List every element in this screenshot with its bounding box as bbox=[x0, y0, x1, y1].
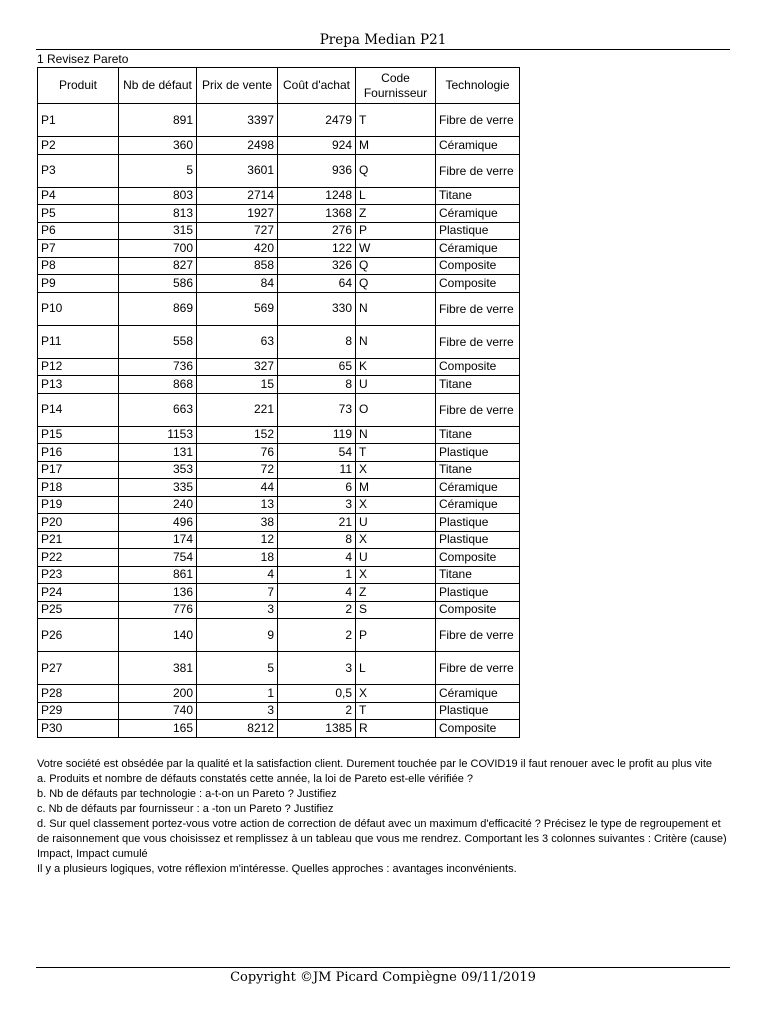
table-cell: 569 bbox=[197, 292, 278, 325]
table-cell: 73 bbox=[278, 393, 356, 426]
table-row bbox=[38, 205, 520, 223]
table-cell: 1153 bbox=[119, 426, 197, 444]
table-row bbox=[38, 549, 520, 567]
table-cell: P23 bbox=[38, 566, 119, 584]
table-cell: Fibre de verre bbox=[436, 652, 520, 685]
table-cell: 663 bbox=[119, 393, 197, 426]
questions-block bbox=[37, 757, 729, 877]
table-cell: P26 bbox=[38, 619, 119, 652]
table-cell: Titane bbox=[436, 376, 520, 394]
table-cell: P10 bbox=[38, 292, 119, 325]
table-cell: P21 bbox=[38, 531, 119, 549]
column-header: Code Fournisseur bbox=[356, 68, 436, 104]
question-d-note: Il y a plusieurs logiques, votre réflexion m'intéresse. Quelles approches : avantages inconvénients. bbox=[37, 863, 517, 875]
table-cell: Composite bbox=[436, 720, 520, 738]
table-cell: 11 bbox=[278, 461, 356, 479]
table-row bbox=[38, 154, 520, 187]
table-cell: 5 bbox=[119, 154, 197, 187]
column-header: Coût d'achat bbox=[278, 68, 356, 104]
table-cell: 700 bbox=[119, 240, 197, 258]
table-cell: 8212 bbox=[197, 720, 278, 738]
table-cell: X bbox=[356, 461, 436, 479]
table-cell: P18 bbox=[38, 479, 119, 497]
table-cell: N bbox=[356, 426, 436, 444]
table-cell: P6 bbox=[38, 222, 119, 240]
table-cell: Céramique bbox=[436, 240, 520, 258]
table-row bbox=[38, 358, 520, 376]
table-cell: 3 bbox=[278, 652, 356, 685]
table-cell: Fibre de verre bbox=[436, 325, 520, 358]
table-cell: 3601 bbox=[197, 154, 278, 187]
table-cell: M bbox=[356, 137, 436, 155]
table-cell: P17 bbox=[38, 461, 119, 479]
table-cell: P8 bbox=[38, 257, 119, 275]
table-cell: 736 bbox=[119, 358, 197, 376]
table-cell: 1368 bbox=[278, 205, 356, 223]
table-cell: S bbox=[356, 601, 436, 619]
table-cell: P1 bbox=[38, 104, 119, 137]
table-cell: 54 bbox=[278, 444, 356, 462]
table-row bbox=[38, 479, 520, 497]
table-cell: 754 bbox=[119, 549, 197, 567]
table-cell: Q bbox=[356, 275, 436, 293]
table-cell: 420 bbox=[197, 240, 278, 258]
table-cell: 21 bbox=[278, 514, 356, 532]
table-cell: 2 bbox=[278, 601, 356, 619]
table-cell: 131 bbox=[119, 444, 197, 462]
table-row bbox=[38, 584, 520, 602]
table-cell: 1 bbox=[197, 685, 278, 703]
table-cell: Titane bbox=[436, 461, 520, 479]
table-cell: 2714 bbox=[197, 187, 278, 205]
table-cell: P9 bbox=[38, 275, 119, 293]
table-cell: 861 bbox=[119, 566, 197, 584]
table-cell: Q bbox=[356, 257, 436, 275]
table-cell: P14 bbox=[38, 393, 119, 426]
table-cell: 496 bbox=[119, 514, 197, 532]
table-cell: X bbox=[356, 496, 436, 514]
table-row bbox=[38, 376, 520, 394]
table-row bbox=[38, 393, 520, 426]
table-cell: T bbox=[356, 702, 436, 720]
table-cell: 1385 bbox=[278, 720, 356, 738]
table-cell: 136 bbox=[119, 584, 197, 602]
table-cell: 2479 bbox=[278, 104, 356, 137]
table-cell: 3 bbox=[278, 496, 356, 514]
table-row bbox=[38, 601, 520, 619]
table-cell: P24 bbox=[38, 584, 119, 602]
question-c: c. Nb de défauts par fournisseur : a -ton un Pareto ? Justifiez bbox=[37, 803, 334, 815]
table-cell: Titane bbox=[436, 566, 520, 584]
table-cell: 38 bbox=[197, 514, 278, 532]
table-cell: 353 bbox=[119, 461, 197, 479]
table-cell: 122 bbox=[278, 240, 356, 258]
table-row bbox=[38, 531, 520, 549]
table-cell: 558 bbox=[119, 325, 197, 358]
table-cell: 200 bbox=[119, 685, 197, 703]
table-row bbox=[38, 461, 520, 479]
column-header: Prix de vente bbox=[197, 68, 278, 104]
table-cell: 827 bbox=[119, 257, 197, 275]
table-cell: 381 bbox=[119, 652, 197, 685]
table-cell: Fibre de verre bbox=[436, 292, 520, 325]
table-cell: 7 bbox=[197, 584, 278, 602]
table-cell: P20 bbox=[38, 514, 119, 532]
intro-text: Votre société est obsédée par la qualité et la satisfaction client. Durement touchée par le COVID19 il faut renouer avec le profit au plus vite bbox=[37, 758, 713, 770]
table-cell: 3 bbox=[197, 601, 278, 619]
table-cell: U bbox=[356, 549, 436, 567]
table-row bbox=[38, 702, 520, 720]
table-row bbox=[38, 652, 520, 685]
table-row bbox=[38, 514, 520, 532]
table-cell: Fibre de verre bbox=[436, 104, 520, 137]
table-cell: 9 bbox=[197, 619, 278, 652]
table-cell: Céramique bbox=[436, 479, 520, 497]
table-cell: 868 bbox=[119, 376, 197, 394]
table-cell: T bbox=[356, 104, 436, 137]
table-cell: 174 bbox=[119, 531, 197, 549]
table-cell: 869 bbox=[119, 292, 197, 325]
table-cell: Plastique bbox=[436, 514, 520, 532]
table-cell: 12 bbox=[197, 531, 278, 549]
table-cell: 2 bbox=[278, 619, 356, 652]
table-cell: Q bbox=[356, 154, 436, 187]
table-cell: 586 bbox=[119, 275, 197, 293]
table-cell: U bbox=[356, 376, 436, 394]
table-cell: 6 bbox=[278, 479, 356, 497]
table-cell: Plastique bbox=[436, 531, 520, 549]
table-cell: 360 bbox=[119, 137, 197, 155]
table-cell: Céramique bbox=[436, 496, 520, 514]
table-cell: 140 bbox=[119, 619, 197, 652]
table-cell: 1 bbox=[278, 566, 356, 584]
page-header: Prepa Median P21 bbox=[36, 31, 730, 50]
table-cell: Céramique bbox=[436, 685, 520, 703]
table-cell: P11 bbox=[38, 325, 119, 358]
table-cell: X bbox=[356, 531, 436, 549]
table-cell: 119 bbox=[278, 426, 356, 444]
table-cell: 4 bbox=[278, 584, 356, 602]
table-cell: Composite bbox=[436, 601, 520, 619]
table-row bbox=[38, 222, 520, 240]
table-cell: 330 bbox=[278, 292, 356, 325]
table-cell: P4 bbox=[38, 187, 119, 205]
table-cell: P25 bbox=[38, 601, 119, 619]
table-cell: Composite bbox=[436, 275, 520, 293]
table-cell: L bbox=[356, 187, 436, 205]
table-cell: 335 bbox=[119, 479, 197, 497]
table-cell: 13 bbox=[197, 496, 278, 514]
table-cell: Plastique bbox=[436, 222, 520, 240]
table-cell: 803 bbox=[119, 187, 197, 205]
products-table bbox=[37, 67, 520, 738]
table-cell: Plastique bbox=[436, 444, 520, 462]
table-row bbox=[38, 137, 520, 155]
table-cell: 5 bbox=[197, 652, 278, 685]
table-cell: 1248 bbox=[278, 187, 356, 205]
table-cell: P bbox=[356, 619, 436, 652]
table-cell: 4 bbox=[278, 549, 356, 567]
table-cell: O bbox=[356, 393, 436, 426]
table-cell: P3 bbox=[38, 154, 119, 187]
table-cell: 2498 bbox=[197, 137, 278, 155]
table-row bbox=[38, 325, 520, 358]
table-cell: 776 bbox=[119, 601, 197, 619]
table-cell: 3 bbox=[197, 702, 278, 720]
table-row bbox=[38, 275, 520, 293]
table-cell: 0,5 bbox=[278, 685, 356, 703]
column-header: Nb de défaut bbox=[119, 68, 197, 104]
page-footer: Copyright ©JM Picard Compiègne 09/11/2019 bbox=[36, 967, 730, 988]
table-cell: K bbox=[356, 358, 436, 376]
table-cell: 3397 bbox=[197, 104, 278, 137]
table-cell: X bbox=[356, 566, 436, 584]
table-cell: P29 bbox=[38, 702, 119, 720]
table-cell: 63 bbox=[197, 325, 278, 358]
table-cell: Titane bbox=[436, 426, 520, 444]
table-cell: 740 bbox=[119, 702, 197, 720]
table-cell: 315 bbox=[119, 222, 197, 240]
table-cell: 924 bbox=[278, 137, 356, 155]
table-row bbox=[38, 496, 520, 514]
table-cell: P30 bbox=[38, 720, 119, 738]
table-cell: Fibre de verre bbox=[436, 154, 520, 187]
table-cell: 276 bbox=[278, 222, 356, 240]
table-cell: Plastique bbox=[436, 702, 520, 720]
table-cell: 1927 bbox=[197, 205, 278, 223]
table-cell: 65 bbox=[278, 358, 356, 376]
table-cell: W bbox=[356, 240, 436, 258]
table-cell: Z bbox=[356, 584, 436, 602]
table-cell: P7 bbox=[38, 240, 119, 258]
table-cell: 152 bbox=[197, 426, 278, 444]
table-cell: M bbox=[356, 479, 436, 497]
table-cell: 327 bbox=[197, 358, 278, 376]
table-cell: N bbox=[356, 292, 436, 325]
table-cell: 8 bbox=[278, 325, 356, 358]
table-cell: 72 bbox=[197, 461, 278, 479]
table-cell: 165 bbox=[119, 720, 197, 738]
table-cell: 15 bbox=[197, 376, 278, 394]
table-row bbox=[38, 426, 520, 444]
table-cell: 813 bbox=[119, 205, 197, 223]
table-cell: 858 bbox=[197, 257, 278, 275]
table-cell: T bbox=[356, 444, 436, 462]
table-cell: 8 bbox=[278, 531, 356, 549]
table-cell: 240 bbox=[119, 496, 197, 514]
table-cell: Composite bbox=[436, 358, 520, 376]
table-row bbox=[38, 566, 520, 584]
table-cell: 18 bbox=[197, 549, 278, 567]
table-cell: P27 bbox=[38, 652, 119, 685]
question-d: d. Sur quel classement portez-vous votre action de correction de défaut avec un maximum d'efficacité ? Précisez le type de regroupement et de raisonnement que vous choisissez et remplissez à un tableau que vous me rendrez. Comportant les 3 colonnes suivantes : Critère (cause) Impact, Impact cumulé bbox=[37, 818, 727, 860]
table-cell: X bbox=[356, 685, 436, 703]
table-cell: Composite bbox=[436, 549, 520, 567]
table-cell: P5 bbox=[38, 205, 119, 223]
table-row bbox=[38, 104, 520, 137]
table-cell: 727 bbox=[197, 222, 278, 240]
table-cell: Céramique bbox=[436, 205, 520, 223]
table-cell: 2 bbox=[278, 702, 356, 720]
table-row bbox=[38, 240, 520, 258]
table-cell: P12 bbox=[38, 358, 119, 376]
column-header: Produit bbox=[38, 68, 119, 104]
table-cell: 4 bbox=[197, 566, 278, 584]
table-cell: Fibre de verre bbox=[436, 393, 520, 426]
table-cell: P22 bbox=[38, 549, 119, 567]
table-cell: Céramique bbox=[436, 137, 520, 155]
table-cell: P bbox=[356, 222, 436, 240]
table-cell: P28 bbox=[38, 685, 119, 703]
table-cell: 326 bbox=[278, 257, 356, 275]
table-cell: U bbox=[356, 514, 436, 532]
table-row bbox=[38, 720, 520, 738]
table-cell: Fibre de verre bbox=[436, 619, 520, 652]
table-cell: Z bbox=[356, 205, 436, 223]
question-b: b. Nb de défauts par technologie : a-t-on un Pareto ? Justifiez bbox=[37, 788, 337, 800]
table-cell: R bbox=[356, 720, 436, 738]
table-cell: P16 bbox=[38, 444, 119, 462]
table-cell: N bbox=[356, 325, 436, 358]
table-cell: 891 bbox=[119, 104, 197, 137]
table-row bbox=[38, 444, 520, 462]
table-cell: 44 bbox=[197, 479, 278, 497]
table-row bbox=[38, 619, 520, 652]
table-cell: 76 bbox=[197, 444, 278, 462]
table-header-row bbox=[38, 68, 520, 104]
table-cell: 8 bbox=[278, 376, 356, 394]
table-row bbox=[38, 187, 520, 205]
table-row bbox=[38, 685, 520, 703]
table-row bbox=[38, 257, 520, 275]
table-cell: P15 bbox=[38, 426, 119, 444]
table-cell: L bbox=[356, 652, 436, 685]
table-row bbox=[38, 292, 520, 325]
question-a: a. Produits et nombre de défauts constatés cette année, la loi de Pareto est-elle vérifiée ? bbox=[37, 773, 473, 785]
table-cell: 84 bbox=[197, 275, 278, 293]
table-cell: P2 bbox=[38, 137, 119, 155]
table-cell: 221 bbox=[197, 393, 278, 426]
table-cell: Composite bbox=[436, 257, 520, 275]
table-cell: 936 bbox=[278, 154, 356, 187]
section-title: 1 Revisez Pareto bbox=[37, 52, 129, 66]
table-cell: Titane bbox=[436, 187, 520, 205]
column-header: Technologie bbox=[436, 68, 520, 104]
table-cell: Plastique bbox=[436, 584, 520, 602]
table-cell: P13 bbox=[38, 376, 119, 394]
table-cell: 64 bbox=[278, 275, 356, 293]
table-cell: P19 bbox=[38, 496, 119, 514]
